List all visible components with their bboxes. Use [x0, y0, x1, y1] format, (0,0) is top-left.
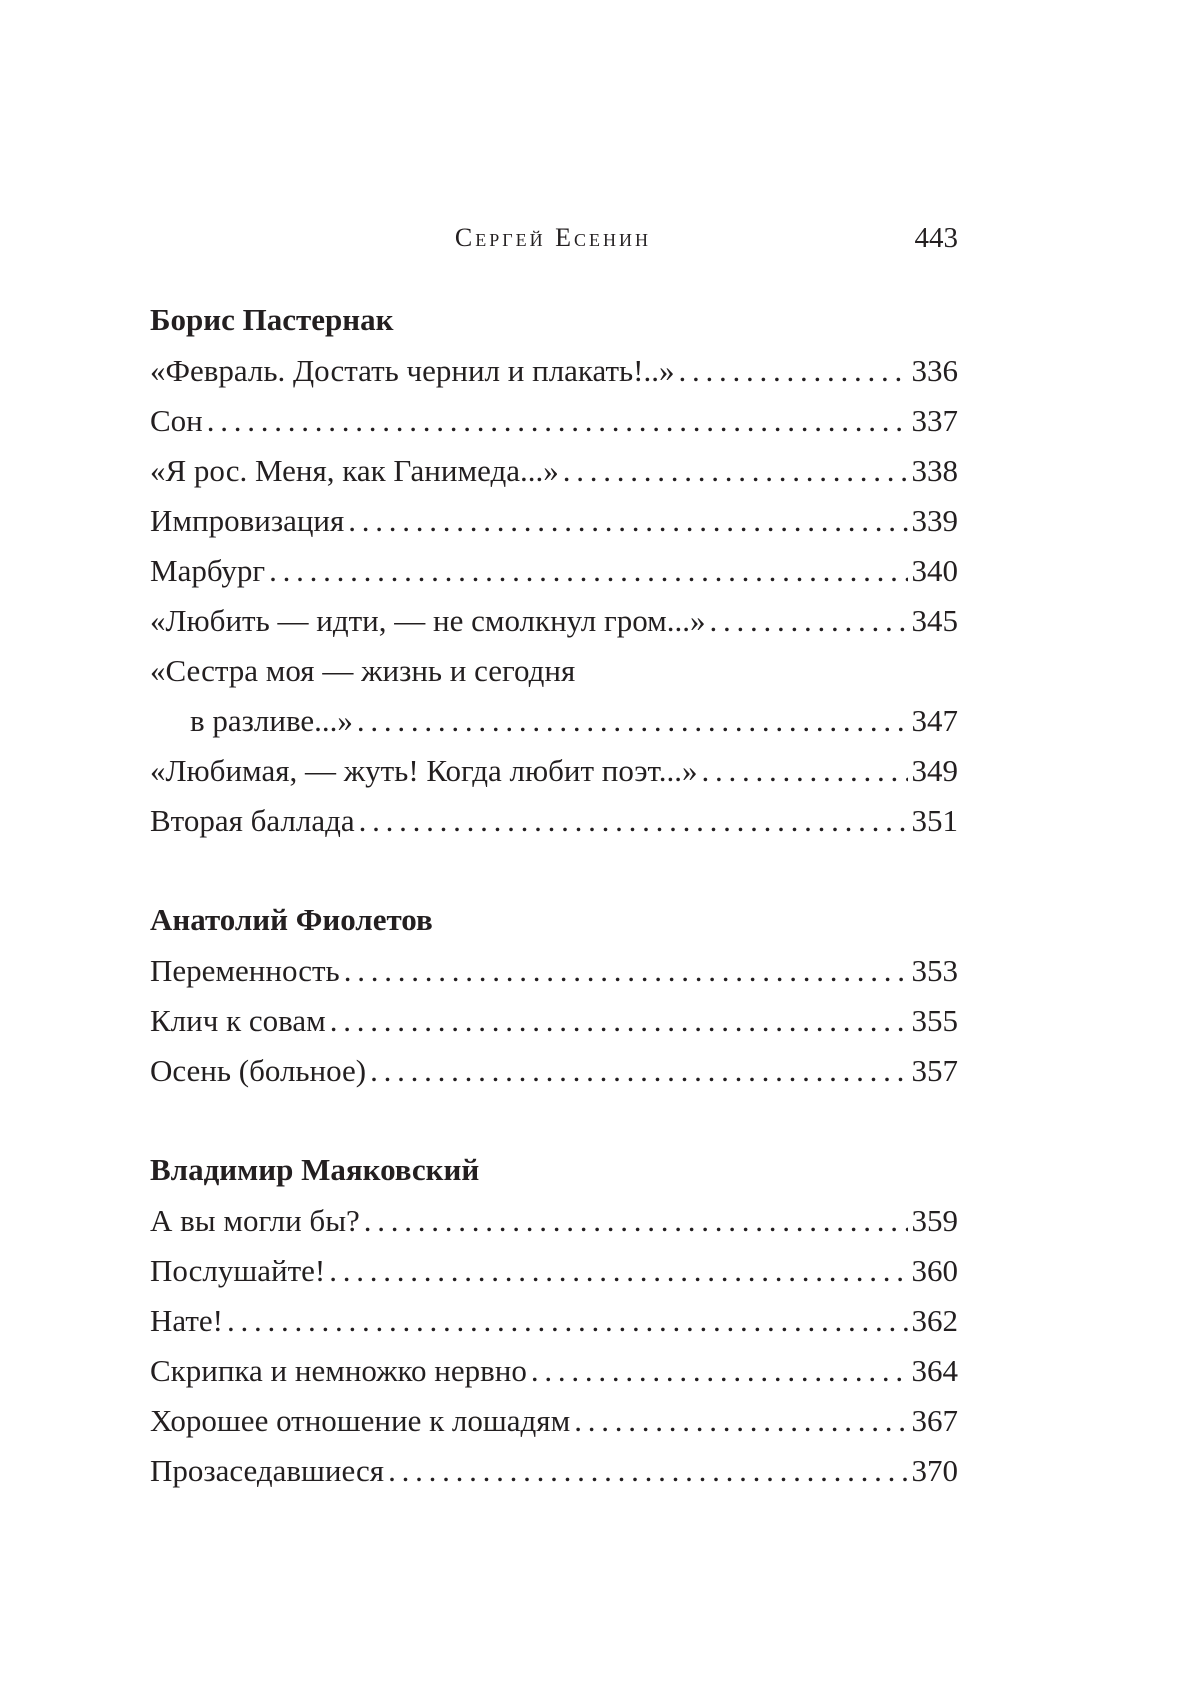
toc-entry — [150, 1246, 958, 1296]
entry-title: Вторая баллада — [150, 803, 355, 838]
toc-entry — [150, 796, 958, 846]
entry-title: «Любимая, — жуть! Когда любит поэт...» — [150, 753, 698, 788]
toc-entry — [150, 1296, 958, 1346]
dot-leader — [329, 1246, 907, 1296]
entry-page: 337 — [911, 403, 958, 438]
entry-page: 357 — [911, 1053, 958, 1088]
entry-title: Клич к совам — [150, 1003, 326, 1038]
toc-entry — [150, 996, 958, 1046]
entry-title: Импровизация — [150, 503, 345, 538]
entry-title: Сон — [150, 403, 203, 438]
entry-title: Нате! — [150, 1303, 223, 1338]
toc-entry — [150, 1346, 958, 1396]
toc-section-fioletov — [150, 896, 958, 1096]
page-number: 443 — [914, 222, 958, 254]
entry-page: 347 — [911, 703, 958, 738]
toc-entry — [150, 1046, 958, 1096]
entry-page: 364 — [911, 1353, 958, 1388]
entry-title: Прозаседавшиеся — [150, 1453, 385, 1488]
toc-section-pasternak — [150, 296, 958, 846]
dot-leader — [207, 396, 908, 446]
section-author: Борис Пастернак — [150, 302, 394, 337]
dot-leader — [359, 796, 908, 846]
toc-entry — [150, 546, 958, 596]
running-head — [148, 218, 958, 258]
entry-page: 339 — [911, 503, 958, 538]
entry-page: 351 — [911, 803, 958, 838]
dot-leader — [370, 1046, 907, 1096]
dot-leader — [269, 546, 907, 596]
dot-leader — [702, 746, 908, 796]
entry-page: 367 — [911, 1403, 958, 1438]
entry-title: Переменность — [150, 953, 340, 988]
entry-page: 355 — [911, 1003, 958, 1038]
toc-section-mayakovsky — [150, 1146, 958, 1496]
entry-title-first-line: «Сестра моя — жизнь и сегодня — [150, 653, 576, 688]
entry-page: 336 — [911, 353, 958, 388]
toc-entry — [150, 696, 958, 746]
dot-leader — [364, 1196, 908, 1246]
dot-leader — [563, 446, 908, 496]
entry-title: «Любить — идти, — не смолкнул гром...» — [150, 603, 706, 638]
toc-entry — [150, 1196, 958, 1246]
table-of-contents — [150, 296, 958, 1496]
dot-leader — [344, 946, 908, 996]
dot-leader — [574, 1396, 907, 1446]
toc-entry — [150, 1396, 958, 1446]
toc-entry — [150, 746, 958, 796]
entry-title: А вы могли бы? — [150, 1203, 360, 1238]
section-author: Анатолий Фиолетов — [150, 902, 433, 937]
dot-leader — [710, 596, 908, 646]
entry-page: 359 — [911, 1203, 958, 1238]
toc-entry — [150, 396, 958, 446]
entry-title: Марбург — [150, 553, 266, 588]
toc-entry — [150, 946, 958, 996]
entry-page: 349 — [911, 753, 958, 788]
running-title: Сергей Есенин — [454, 223, 652, 252]
dot-leader — [357, 696, 908, 746]
entry-title: Скрипка и немножко нервно — [150, 1353, 527, 1388]
toc-entry — [150, 346, 958, 396]
entry-title-continuation: в разливе...» — [190, 703, 353, 738]
entry-title: «Февраль. Достать чернил и плакать!..» — [150, 353, 675, 388]
section-author: Владимир Маяковский — [150, 1152, 480, 1187]
entry-page: 370 — [911, 1453, 958, 1488]
entry-title: Хорошее отношение к лошадям — [150, 1403, 571, 1438]
entry-title: «Я рос. Меня, как Ганимеда...» — [150, 453, 559, 488]
toc-entry — [150, 596, 958, 646]
entry-title: Осень (больное) — [150, 1053, 367, 1088]
toc-entry — [150, 496, 958, 546]
entry-page: 345 — [911, 603, 958, 638]
dot-leader — [227, 1296, 908, 1346]
entry-page: 340 — [911, 553, 958, 588]
entry-title: Послушайте! — [150, 1253, 326, 1288]
dot-leader — [679, 346, 908, 396]
dot-leader — [348, 496, 907, 546]
dot-leader — [330, 996, 908, 1046]
dot-leader — [531, 1346, 908, 1396]
entry-page: 362 — [911, 1303, 958, 1338]
entry-page: 353 — [911, 953, 958, 988]
toc-entry — [150, 1446, 958, 1496]
entry-page: 338 — [911, 453, 958, 488]
entry-page: 360 — [911, 1253, 958, 1288]
toc-entry — [150, 446, 958, 496]
dot-leader — [388, 1446, 907, 1496]
